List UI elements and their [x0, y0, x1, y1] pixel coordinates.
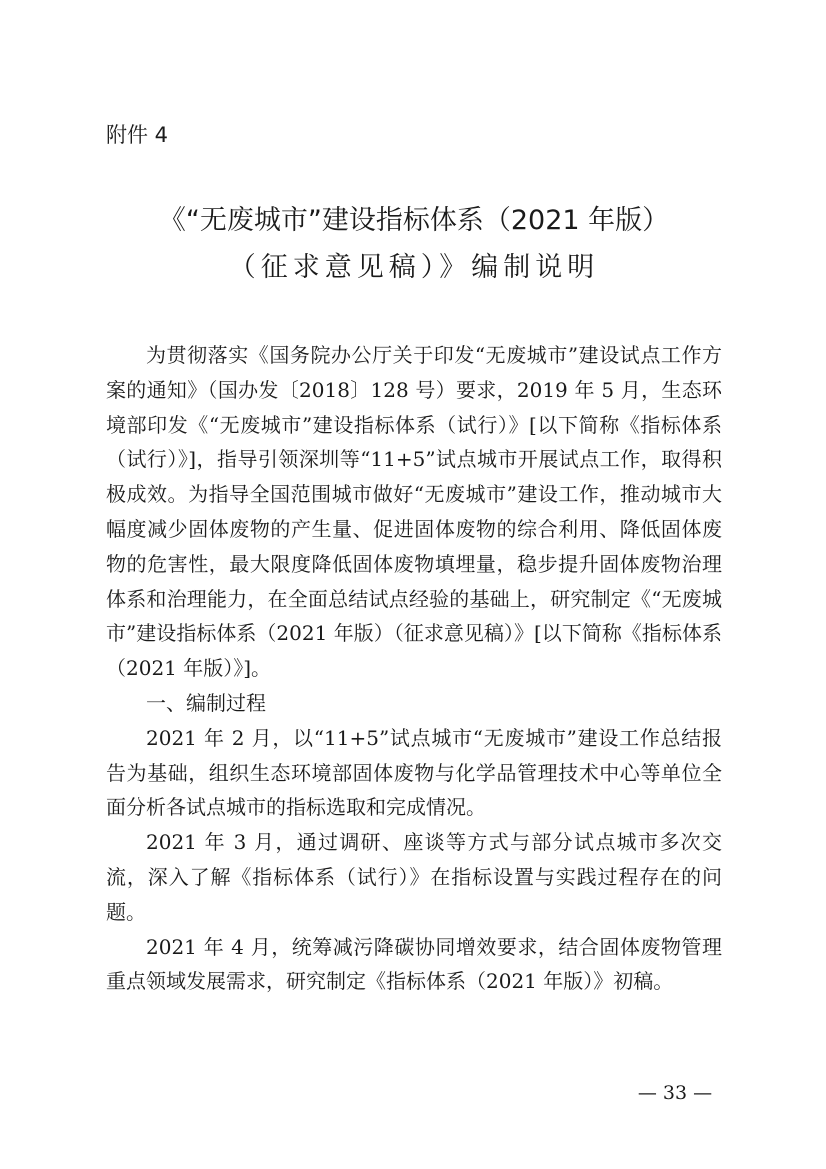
- document-title-line-2: （征求意见稿）》编制说明: [228, 252, 600, 283]
- attachment-label: 附件 4: [106, 123, 169, 147]
- section-heading: 一、编制过程: [146, 690, 266, 715]
- page-number: — 33 —: [637, 1082, 713, 1104]
- process-paragraph-february: 2021 年 2 月，以“11+5”试点城市“无废城市”建设工作总结报告为基础，组织生态环境部固体废物与化学品管理技术中心等单位全面分析各试点城市的指标选取和完成情况。: [106, 725, 722, 820]
- document-body: [106, 338, 722, 999]
- process-paragraph-april: 2021 年 4 月，统筹减污降碳协同增效要求，结合固体废物管理重点领域发展需求，研究制定《指标体系（2021 年版）》初稿。: [106, 934, 722, 994]
- document-title-line-1: 《“无废城市”建设指标体系（2021 年版）: [158, 205, 670, 236]
- process-paragraph-march: 2021 年 3 月，通过调研、座谈等方式与部分试点城市多次交流，深入了解《指标体系（试行）》在指标设置与实践过程存在的问题。: [106, 830, 722, 924]
- intro-paragraph: 为贯彻落实《国务院办公厅关于印发“无废城市”建设试点工作方案的通知》（国办发〔2018〕128 号）要求，2019 年 5 月，生态环境部印发《“无废城市”建设指标体系（试行）》[以下简称《指标体系（试行）》]，指导引领深圳等“11+5”试点城市开展试点工作，取得积极成效。为指导全国范围城市做好“无废城市”建设工作，推动城市大幅度减少固体废物的产生量、促进固体废物的综合利用、降低固体废物的危害性，最大限度降低固体废物填埋量，稳步提升固体废物治理体系和治理能力，在全面总结试点经验的基础上，研究制定《“无废城市”建设指标体系（2021 年版）（征求意见稿）》[以下简称《指标体系（2021 年版）》]。: [106, 343, 722, 681]
